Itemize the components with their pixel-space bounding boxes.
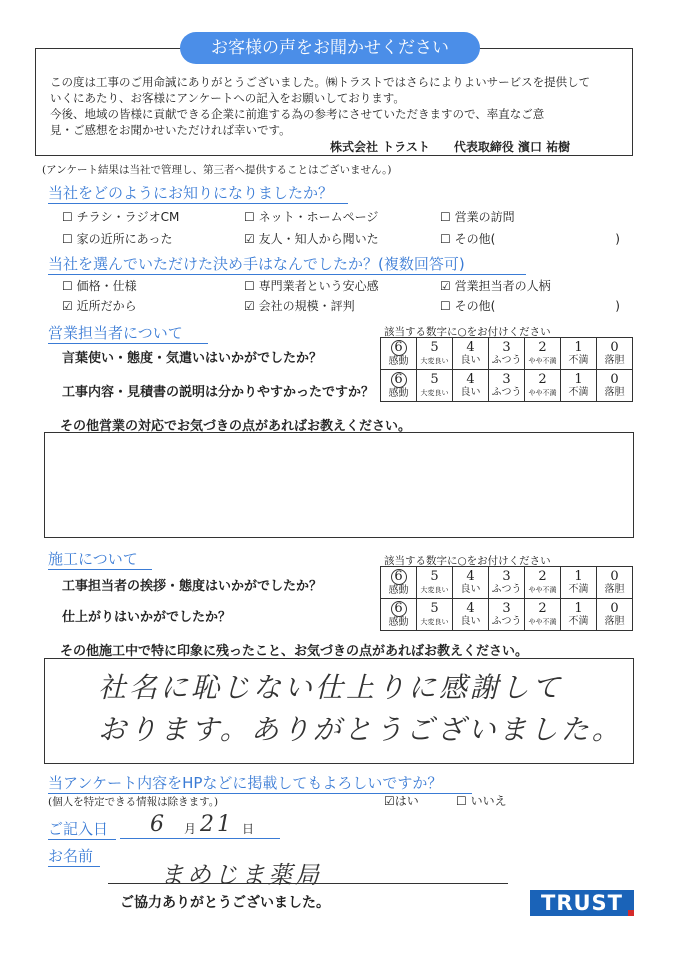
rating-cell[interactable]: 2 やや不満 bbox=[525, 567, 561, 599]
customer-name: まめじま薬局 bbox=[160, 861, 322, 889]
handwritten-comment-line: おります。ありがとうございました。 bbox=[98, 713, 623, 746]
construction-section-title: 施工について bbox=[48, 548, 152, 570]
closing-message: ご協力ありがとうございました。 bbox=[120, 895, 330, 911]
q1-option[interactable]: ☐ その他( ) bbox=[440, 232, 620, 246]
date-underline bbox=[120, 838, 280, 839]
rating-cell[interactable]: 4 良い bbox=[453, 370, 489, 402]
sales-section-title: 営業担当者について bbox=[48, 322, 208, 344]
day-unit: 日 bbox=[242, 822, 255, 836]
checkbox-icon[interactable]: ☐ bbox=[440, 299, 451, 313]
intro-line: いくにあたり、お客様にアンケートへの記入をお願いしております。 bbox=[50, 91, 405, 105]
intro-line: 今後、地域の皆様に貢献できる企業に前進する為の参考にさせていただきますので、率直なご意 bbox=[50, 107, 545, 121]
rating-cell[interactable]: 3 ふつう bbox=[489, 370, 525, 402]
q1-option[interactable]: ☐ 家の近所にあった bbox=[62, 232, 173, 246]
publish-no-option[interactable]: ☐ いいえ bbox=[456, 794, 507, 808]
q1-option[interactable]: ☐ チラシ・ラジオCM bbox=[62, 210, 180, 224]
checked-checkbox-icon[interactable]: ☑ bbox=[384, 794, 395, 808]
selected-rating-circle: 6 bbox=[391, 569, 407, 585]
construction-rating-table bbox=[380, 566, 633, 631]
checkbox-icon[interactable]: ☐ bbox=[244, 210, 255, 224]
rating-cell[interactable]: 2 やや不満 bbox=[525, 599, 561, 631]
q2-title: 当社を選んでいただけた決め手はなんでしたか？(複数回答可) bbox=[48, 253, 526, 275]
checked-checkbox-icon[interactable]: ☑ bbox=[244, 232, 255, 246]
rating-row bbox=[381, 567, 633, 599]
q2-option[interactable]: ☑ 会社の規模・評判 bbox=[244, 299, 355, 313]
intro-line: 見・ご感想をお聞かせいただければ幸いです。 bbox=[50, 123, 291, 137]
rating-cell[interactable]: 5 大変良い bbox=[417, 370, 453, 402]
selected-rating-circle: 6 bbox=[391, 340, 407, 356]
rating-cell[interactable]: 0 落胆 bbox=[597, 567, 633, 599]
sales-question-1: 言葉使い・態度・気遣いはいかがでしたか？ bbox=[62, 351, 323, 366]
rating-instruction: 該当する数字に○をお付けください bbox=[384, 555, 551, 567]
rating-cell[interactable]: 1 不満 bbox=[561, 370, 597, 402]
rating-cell[interactable]: 6 感動 bbox=[381, 370, 417, 402]
date-month: 6 bbox=[150, 812, 167, 837]
rating-row bbox=[381, 599, 633, 631]
checkbox-icon[interactable]: ☐ bbox=[440, 210, 451, 224]
rating-cell[interactable]: 6 感動 bbox=[381, 567, 417, 599]
rating-cell[interactable]: 0 落胆 bbox=[597, 338, 633, 370]
sales-question-2: 工事内容・見積書の説明は分かりやすかったですか？ bbox=[62, 385, 375, 400]
rating-cell[interactable]: 6 感動 bbox=[381, 338, 417, 370]
trust-logo: TRUST bbox=[530, 890, 634, 916]
publish-note: (個人を特定できる情報は除きます。) bbox=[48, 796, 219, 808]
rating-instruction: 該当する数字に○をお付けください bbox=[384, 326, 551, 338]
rating-cell[interactable]: 1 不満 bbox=[561, 567, 597, 599]
checked-checkbox-icon[interactable]: ☑ bbox=[244, 299, 255, 313]
rating-cell[interactable]: 0 落胆 bbox=[597, 370, 633, 402]
construction-comment-prompt: その他施工中で特に印象に残ったこと、お気づきの点があればお教えください。 bbox=[60, 644, 529, 659]
sales-comment-prompt: その他営業の対応でお気づきの点があればお教えください。 bbox=[60, 419, 412, 434]
company-signature: 株式会社 トラスト 代表取締役 濱口 祐樹 bbox=[330, 140, 571, 154]
name-underline bbox=[108, 883, 508, 884]
rating-cell[interactable]: 0 落胆 bbox=[597, 599, 633, 631]
q1-option[interactable]: ☐ ネット・ホームページ bbox=[244, 210, 379, 224]
rating-cell[interactable]: 6 感動 bbox=[381, 599, 417, 631]
checked-checkbox-icon[interactable]: ☑ bbox=[62, 299, 73, 313]
sales-comment-box[interactable] bbox=[44, 432, 634, 538]
intro-text bbox=[50, 74, 620, 138]
checkbox-icon[interactable]: ☐ bbox=[456, 794, 467, 808]
selected-rating-circle: 6 bbox=[391, 601, 407, 617]
publish-yes-option[interactable]: ☑はい bbox=[384, 794, 419, 808]
publish-title: 当アンケート内容をHPなどに掲載してもよろしいですか？ bbox=[48, 772, 472, 794]
month-unit: 月 bbox=[184, 822, 197, 836]
rating-cell[interactable]: 5 大変良い bbox=[417, 338, 453, 370]
checkbox-icon[interactable]: ☐ bbox=[440, 232, 451, 246]
privacy-note: (アンケート結果は当社で管理し、第三者へ提供することはございません。) bbox=[42, 164, 392, 176]
selected-rating-circle: 6 bbox=[391, 372, 407, 388]
checkbox-icon[interactable]: ☐ bbox=[62, 279, 73, 293]
logo-dot bbox=[628, 910, 634, 916]
q2-option[interactable]: ☑ 近所だから bbox=[62, 299, 137, 313]
construction-question-2: 仕上がりはいかがでしたか？ bbox=[62, 610, 232, 625]
rating-row bbox=[381, 338, 633, 370]
rating-cell[interactable]: 1 不満 bbox=[561, 599, 597, 631]
rating-row bbox=[381, 370, 633, 402]
q2-option[interactable]: ☐ その他( ) bbox=[440, 299, 620, 313]
q2-option[interactable]: ☐ 専門業者という安心感 bbox=[244, 279, 379, 293]
rating-cell[interactable]: 4 良い bbox=[453, 338, 489, 370]
checked-checkbox-icon[interactable]: ☑ bbox=[440, 279, 451, 293]
name-label: お名前 bbox=[48, 845, 100, 867]
rating-cell[interactable]: 2 やや不満 bbox=[525, 338, 561, 370]
sales-rating-table bbox=[380, 337, 633, 402]
rating-cell[interactable]: 5 大変良い bbox=[417, 567, 453, 599]
construction-question-1: 工事担当者の挨拶・態度はいかがでしたか？ bbox=[62, 579, 323, 594]
rating-cell[interactable]: 4 良い bbox=[453, 567, 489, 599]
checkbox-icon[interactable]: ☐ bbox=[62, 232, 73, 246]
rating-cell[interactable]: 2 やや不満 bbox=[525, 370, 561, 402]
intro-line: この度は工事のご用命誠にありがとうございました。㈱トラストではさらによりよいサービスを提供して bbox=[50, 75, 591, 89]
rating-cell[interactable]: 3 ふつう bbox=[489, 599, 525, 631]
rating-cell[interactable]: 4 良い bbox=[453, 599, 489, 631]
rating-cell[interactable]: 5 大変良い bbox=[417, 599, 453, 631]
date-label: ご記入日 bbox=[48, 818, 116, 840]
q1-option[interactable]: ☐ 営業の訪問 bbox=[440, 210, 515, 224]
q2-option[interactable]: ☐ 価格・仕様 bbox=[62, 279, 137, 293]
rating-cell[interactable]: 3 ふつう bbox=[489, 338, 525, 370]
q1-option[interactable]: ☑ 友人・知人から聞いた bbox=[244, 232, 379, 246]
rating-cell[interactable]: 3 ふつう bbox=[489, 567, 525, 599]
rating-cell[interactable]: 1 不満 bbox=[561, 338, 597, 370]
checkbox-icon[interactable]: ☐ bbox=[62, 210, 73, 224]
survey-title: お客様の声をお聞かせください bbox=[180, 32, 480, 64]
q1-title: 当社をどのようにお知りになりましたか？ bbox=[48, 182, 348, 204]
checkbox-icon[interactable]: ☐ bbox=[244, 279, 255, 293]
handwritten-comment-line: 社名に恥じない仕上りに感謝して bbox=[98, 671, 564, 704]
date-day: 21 bbox=[200, 812, 234, 837]
q2-option[interactable]: ☑ 営業担当者の人柄 bbox=[440, 279, 551, 293]
